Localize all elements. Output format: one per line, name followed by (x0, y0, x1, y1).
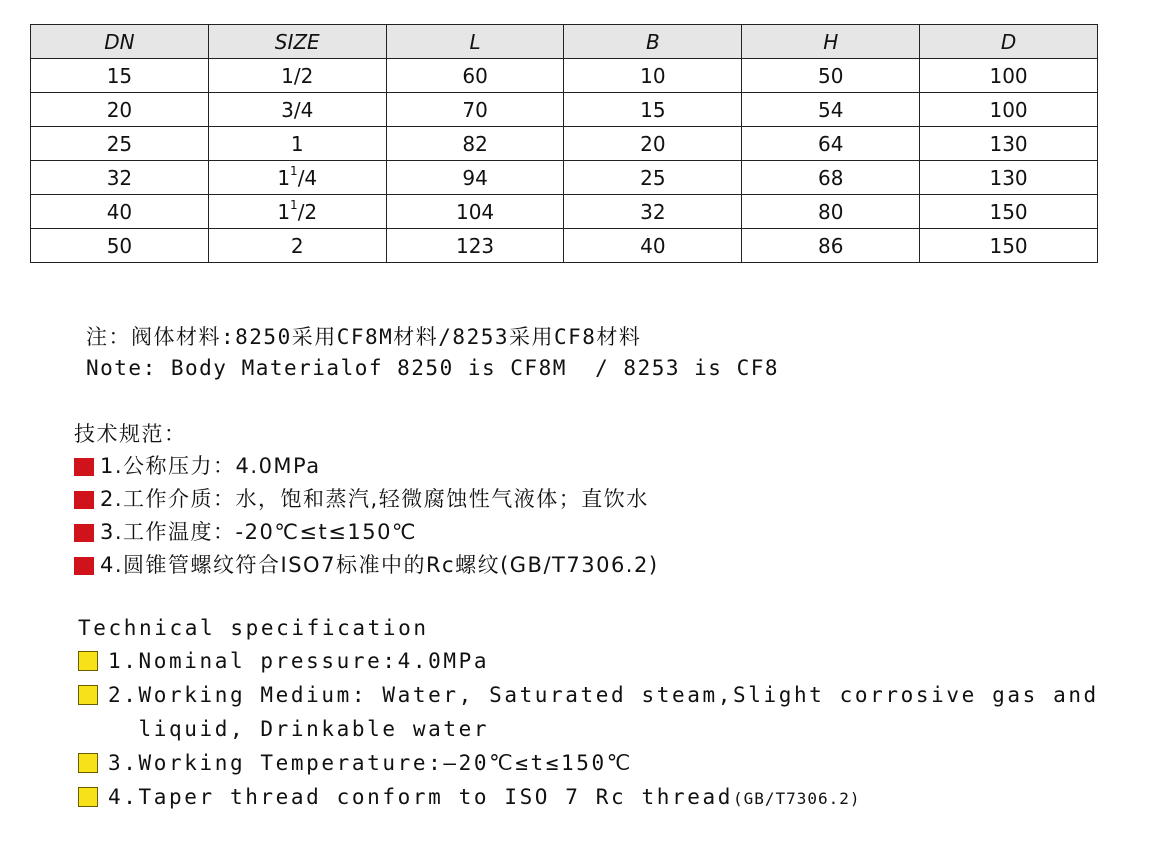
cell-dn: 40 (31, 195, 209, 229)
cell-dn: 20 (31, 93, 209, 127)
cn-spec-item-text: 1.公称压力：4.0MPa (100, 454, 321, 478)
table-row (31, 229, 1098, 263)
col-header-size: SIZE (208, 25, 386, 59)
cn-spec-item (74, 516, 659, 549)
cell-dn: 15 (31, 59, 209, 93)
cell-b: 15 (564, 93, 742, 127)
cell-l: 104 (386, 195, 564, 229)
cn-spec-item-text: 2.工作介质：水，饱和蒸汽,轻微腐蚀性气液体；直饮水 (100, 487, 649, 511)
cell-h: 54 (742, 93, 920, 127)
material-note-cn: 注：阀体材料:8250采用CF8M材料/8253采用CF8材料 (86, 325, 642, 349)
standard-reference: (GB/T7306.2) (732, 789, 861, 808)
cell-l: 123 (386, 229, 564, 263)
material-note-en: Note: Body Materialof 8250 is CF8M / 8253 is CF8 (86, 356, 780, 380)
en-spec-item (78, 746, 1099, 780)
cell-size: $1^1/4$ (208, 161, 386, 195)
cell-h: 86 (742, 229, 920, 263)
red-square-bullet-icon (74, 491, 94, 509)
cell-size: 3/4 (208, 93, 386, 127)
col-header-h: H (742, 25, 920, 59)
cell-d: 130 (920, 161, 1098, 195)
cell-size: 2 (208, 229, 386, 263)
yellow-square-bullet-icon (78, 787, 98, 807)
en-spec-item (78, 644, 1099, 678)
cell-b: 20 (564, 127, 742, 161)
table-row (31, 127, 1098, 161)
cn-spec-item-text: 3.工作温度：-20℃≤t≤150℃ (100, 520, 418, 544)
cn-spec-item (74, 450, 659, 483)
cell-h: 68 (742, 161, 920, 195)
cell-l: 60 (386, 59, 564, 93)
cell-l: 70 (386, 93, 564, 127)
en-spec-item-text: 1.Nominal pressure:4.0MPa (108, 649, 490, 673)
cell-d: 100 (920, 93, 1098, 127)
cell-b: 10 (564, 59, 742, 93)
cell-h: 80 (742, 195, 920, 229)
cell-size: $1^1/2$ (208, 195, 386, 229)
cell-dn: 25 (31, 127, 209, 161)
cn-spec-item (74, 483, 659, 516)
cn-spec-heading: 技术规范： (74, 422, 187, 446)
cell-b: 40 (564, 229, 742, 263)
cell-h: 50 (742, 59, 920, 93)
col-header-d: D (920, 25, 1098, 59)
yellow-square-bullet-icon (78, 685, 98, 705)
table-row (31, 59, 1098, 93)
cell-dn: 50 (31, 229, 209, 263)
cell-b: 25 (564, 161, 742, 195)
yellow-square-bullet-icon (78, 753, 98, 773)
red-square-bullet-icon (74, 557, 94, 575)
col-header-l: L (386, 25, 564, 59)
cell-b: 32 (564, 195, 742, 229)
table-header-row (31, 25, 1098, 59)
red-square-bullet-icon (74, 458, 94, 476)
cn-spec-item (74, 549, 659, 582)
en-spec-item-text: 2.Working Medium: Water, Saturated steam,Slight corrosive gas and liquid, Drinkable water (108, 683, 1099, 741)
cell-l: 94 (386, 161, 564, 195)
yellow-square-bullet-icon (78, 651, 98, 671)
cell-d: 100 (920, 59, 1098, 93)
cell-d: 150 (920, 195, 1098, 229)
dimension-table (30, 24, 1098, 263)
en-spec-item (78, 678, 1099, 746)
cell-size: 1/2 (208, 59, 386, 93)
cell-size: 1 (208, 127, 386, 161)
col-header-dn: DN (31, 25, 209, 59)
red-square-bullet-icon (74, 524, 94, 542)
col-header-b: B (564, 25, 742, 59)
en-spec-heading: Technical specification (78, 616, 429, 640)
en-spec-item-text: 4.Taper thread conform to ISO 7 Rc thread(GB/T7306.2) (108, 785, 861, 809)
cn-spec-section (74, 418, 659, 582)
cell-h: 64 (742, 127, 920, 161)
table-row (31, 161, 1098, 195)
cell-d: 150 (920, 229, 1098, 263)
cn-spec-item-text: 4.圆锥管螺纹符合ISO7标准中的Rc螺纹(GB/T7306.2) (100, 553, 659, 577)
cell-d: 130 (920, 127, 1098, 161)
table-row (31, 195, 1098, 229)
cell-l: 82 (386, 127, 564, 161)
en-spec-item (78, 780, 1099, 816)
material-note (86, 322, 779, 384)
table-row (31, 93, 1098, 127)
en-spec-section (78, 612, 1099, 816)
en-spec-item-text: 3.Working Temperature:—20℃≤t≤150℃ (108, 751, 633, 775)
cell-dn: 32 (31, 161, 209, 195)
